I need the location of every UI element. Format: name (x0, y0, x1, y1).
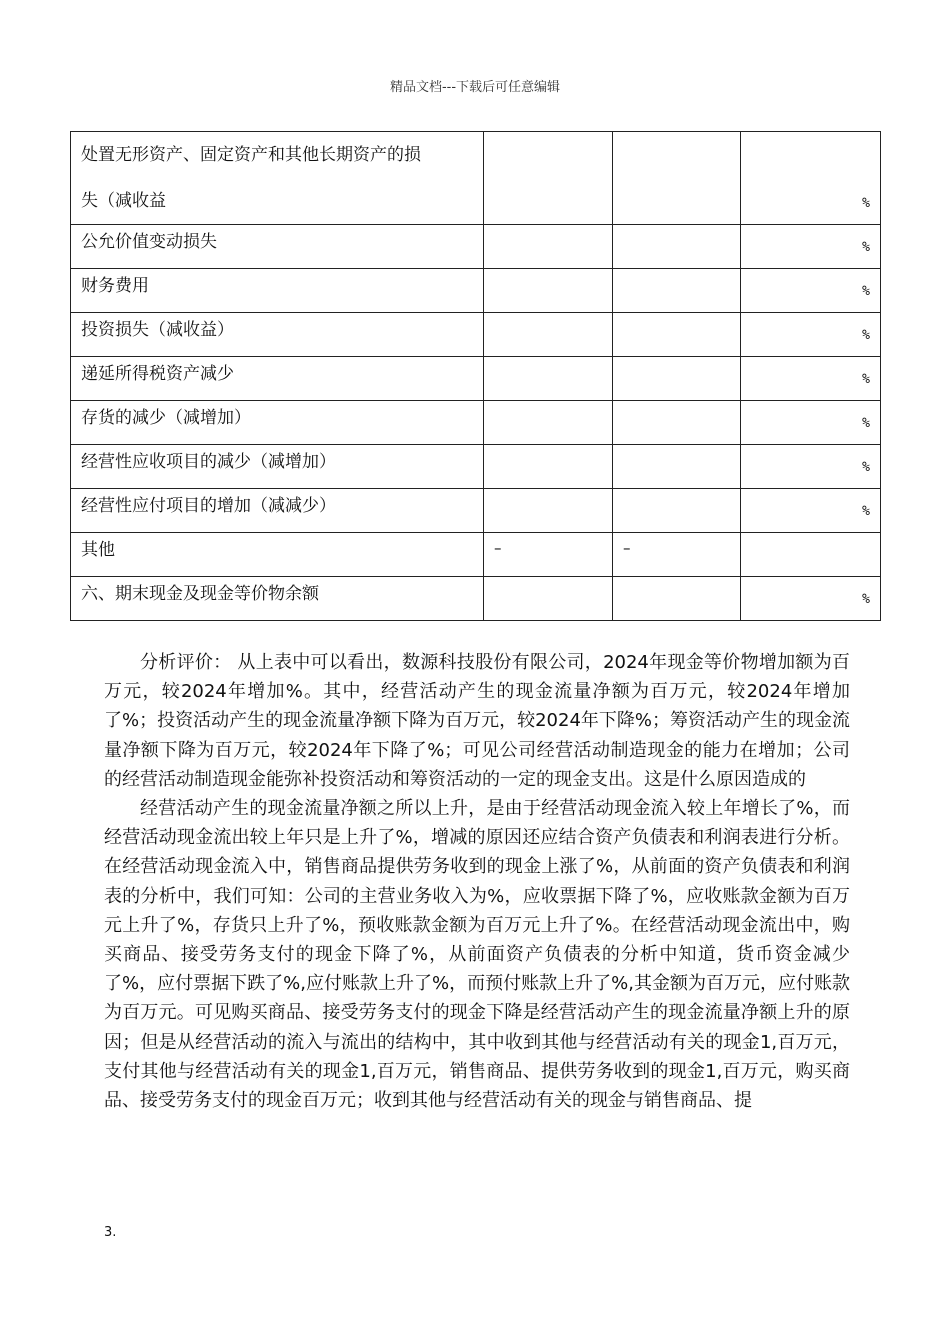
table-row (71, 357, 881, 401)
table-row (71, 489, 881, 533)
value-cell (484, 313, 613, 357)
value-cell (613, 132, 741, 225)
value-cell (741, 269, 881, 313)
row-label: 财务费用 (81, 276, 149, 296)
value-cell (484, 533, 613, 577)
value-cell (741, 313, 881, 357)
value-cell (613, 313, 741, 357)
cell-value: % (862, 328, 870, 343)
row-label-cell (71, 313, 484, 357)
value-cell (613, 357, 741, 401)
row-label: 公允价值变动损失 (81, 232, 217, 252)
row-label-cell (71, 132, 484, 225)
table-row (71, 313, 881, 357)
row-label-cell (71, 577, 484, 621)
analysis-paragraph: 经营活动产生的现金流量净额之所以上升，是由于经营活动现金流入较上年增长了%，而经营活动现金流出较上年只是上升了%，增减的原因还应结合资产负债表和利润表进行分析。在经营活动现金流入中，销售商品提供劳务收到的现金上涨了%，从前面的资产负债表和利润表的分析中，我们可知：公司的主营业务收入为%，应收票据下降了%，应收账款金额为百万元上升了%，存货只上升了%，预收账款金额为百万元上升了%。在经营活动现金流出中，购买商品、接受劳务支付的现金下降了%，从前面资产负债表的分析中知道，货币资金减少了%，应付票据下跌了%,应付账款上升了%，而预付账款上升了%,其金额为百万元，应付账款为百万元。可见购买商品、接受劳务支付的现金下降是经营活动产生的现金流量净额上升的原因；但是从经营活动的流入与流出的结构中，其中收到其他与经营活动有关的现金1,百万元，支付其他与经营活动有关的现金1,百万元，销售商品、提供劳务收到的现金1,百万元，购买商品、接受劳务支付的现金百万元；收到其他与经营活动有关的现金与销售商品、提 (104, 798, 850, 1112)
cell-value: % (862, 592, 870, 607)
cell-value: % (862, 196, 870, 211)
table-row (71, 401, 881, 445)
page-number: 3. (104, 1225, 117, 1240)
value-cell (484, 489, 613, 533)
analysis-paragraph: 分析评价： 从上表中可以看出，数源科技股份有限公司，2024年现金等价物增加额为百万元，较2024年增加%。其中，经营活动产生的现金流量净额为百万元，较2024年增加了%；投资活动产生的现金流量净额下降为百万元，较2024年下降%；筹资活动产生的现金流量净额下降为百万元，较2024年下降了%；可见公司经营活动制造现金的能力在增加；公司的经营活动制造现金能弥补投资活动和筹资活动的一定的现金支出。这是什么原因造成的 (104, 652, 851, 790)
row-label-cell (71, 489, 484, 533)
value-cell (613, 577, 741, 621)
table-row (71, 445, 881, 489)
value-cell (741, 533, 881, 577)
cell-value: % (862, 416, 870, 431)
value-cell (484, 132, 613, 225)
cell-value: % (862, 460, 870, 475)
value-cell (741, 577, 881, 621)
row-label-cell (71, 269, 484, 313)
row-label-line: 失（减收益 (81, 191, 166, 211)
row-label: 其他 (81, 540, 115, 560)
table-row (71, 269, 881, 313)
table-row (71, 577, 881, 621)
cell-value: % (862, 284, 870, 299)
value-cell (484, 577, 613, 621)
value-cell (613, 401, 741, 445)
cell-value: % (862, 504, 870, 519)
value-cell (484, 445, 613, 489)
cash-flow-table (70, 131, 881, 621)
value-cell (613, 489, 741, 533)
value-cell (484, 225, 613, 269)
value-cell (741, 401, 881, 445)
value-cell (613, 225, 741, 269)
table-row (71, 225, 881, 269)
value-cell (613, 445, 741, 489)
value-cell (484, 357, 613, 401)
value-cell (741, 445, 881, 489)
row-label-cell (71, 357, 484, 401)
row-label-cell (71, 533, 484, 577)
page-header: 精品文档---下载后可任意编辑 (389, 80, 561, 95)
row-label: 存货的减少（减增加） (81, 408, 251, 428)
value-cell (741, 132, 881, 225)
row-label: 投资损失（减收益） (81, 320, 234, 340)
row-label-cell (71, 225, 484, 269)
cell-value: % (862, 372, 870, 387)
row-label: 经营性应付项目的增加（减减少） (81, 496, 336, 516)
table-row (71, 132, 881, 225)
value-cell (484, 401, 613, 445)
cell-value: % (862, 240, 870, 255)
analysis-section (104, 648, 850, 1115)
value-cell (613, 533, 741, 577)
row-label: 六、期末现金及现金等价物余额 (81, 584, 319, 604)
value-cell (484, 269, 613, 313)
value-cell (741, 489, 881, 533)
row-label: 递延所得税资产减少 (81, 364, 234, 384)
row-label-cell (71, 445, 484, 489)
row-label: 经营性应收项目的减少（减增加） (81, 452, 336, 472)
cell-value: – (494, 539, 502, 557)
value-cell (613, 269, 741, 313)
cell-value: – (623, 539, 631, 557)
row-label-line: 处置无形资产、固定资产和其他长期资产的损 (81, 145, 421, 165)
row-label-cell (71, 401, 484, 445)
table-row (71, 533, 881, 577)
value-cell (741, 357, 881, 401)
value-cell (741, 225, 881, 269)
